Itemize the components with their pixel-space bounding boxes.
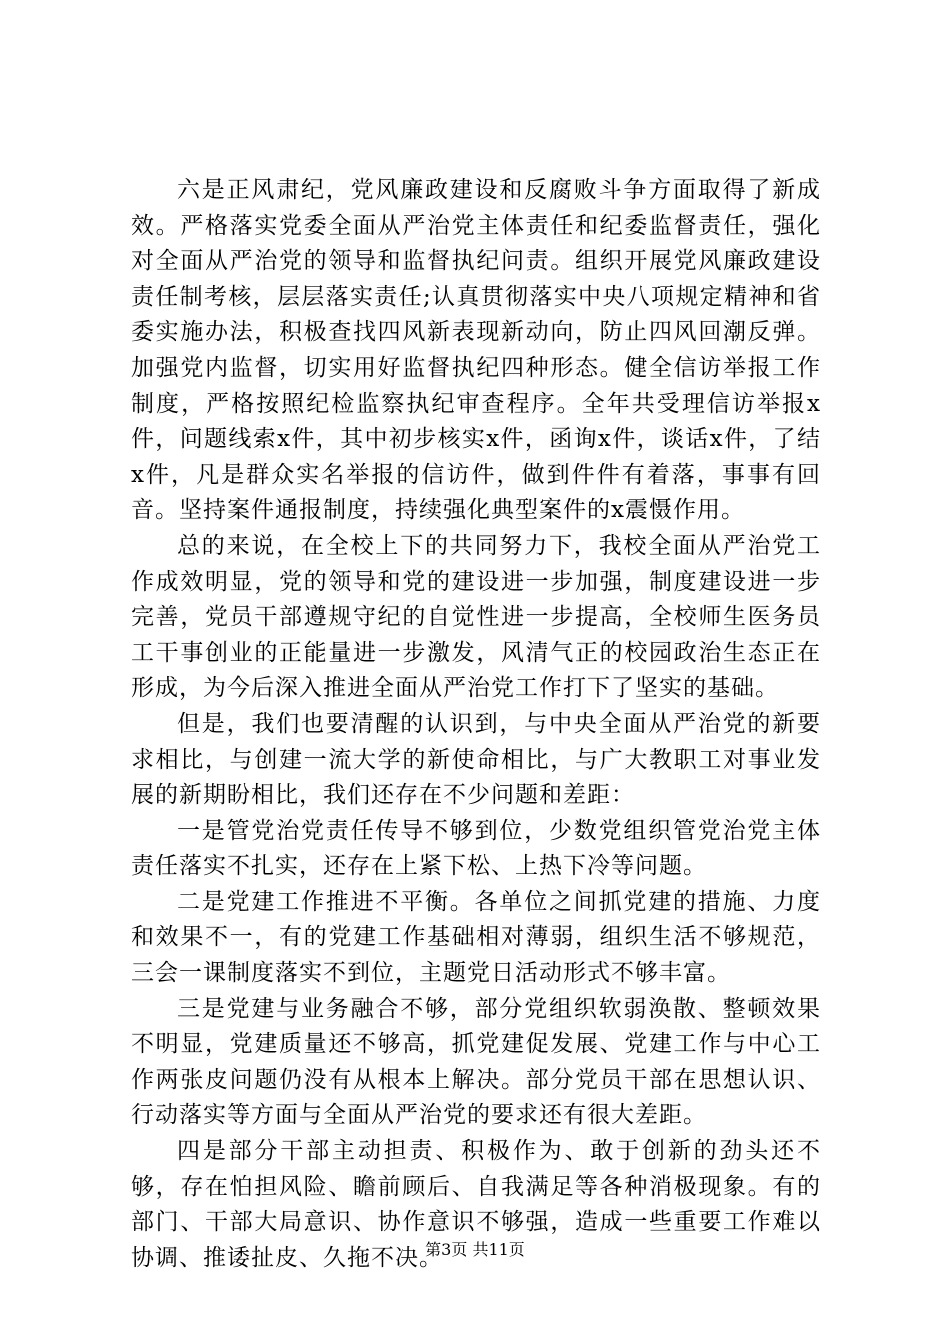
paragraph-problem-3: 三是党建与业务融合不够，部分党组织软弱涣散、整顿效果不明显，党建质量还不够高，抓党建促发展、党建工作与中心工作两张皮问题仍没有从根本上解决。部分党员干部在思想认识、行动落实等方面与全面从严治党的要求还有很大差距。 [131,995,821,1129]
paragraph-problem-2: 二是党建工作推进不平衡。各单位之间抓党建的措施、力度和效果不一，有的党建工作基础相对薄弱，组织生活不够规范，三会一课制度落实不到位，主题党日活动形式不够丰富。 [131,888,821,987]
paragraph-summary: 总的来说，在全校上下的共同努力下，我校全面从严治党工作成效明显，党的领导和党的建设进一步加强，制度建设进一步完善，党员干部遵规守纪的自觉性进一步提高，全校师生医务员工干事创业的正能量进一步激发，风清气正的校园政治生态正在形成，为今后深入推进全面从严治党工作打下了坚实的基础。 [131,532,821,702]
page-number-footer: 第3页 共11页 [425,1240,525,1259]
paragraph-discipline: 六是正风肃纪，党风廉政建设和反腐败斗争方面取得了新成效。严格落实党委全面从严治党主体责任和纪委监督责任，强化对全面从严治党的领导和监督执纪问责。组织开展党风廉政建设责任制考核，层层落实责任;认真贯彻落实中央八项规定精神和省委实施办法，积极查找四风新表现新动向，防止四风回潮反弹。加强党内监督，切实用好监督执纪四种形态。健全信访举报工作制度，严格按照纪检监察执纪审查程序。全年共受理信访举报x件，问题线索x件，其中初步核实x件，函询x件，谈话x件，了结x件，凡是群众实名举报的信访件，做到件件有着落，事事有回音。坚持案件通报制度，持续强化典型案件的x震慑作用。 [131,177,821,524]
document-body [131,173,821,1276]
paragraph-problem-1: 一是管党治党责任传导不够到位，少数党组织管党治党主体责任落实不扎实，还存在上紧下松、上热下冷等问题。 [131,817,821,880]
paragraph-problem-4: 四是部分干部主动担责、积极作为、敢于创新的劲头还不够，存在怕担风险、瞻前顾后、自我满足等各种消极现象。有的部门、干部大局意识、协作意识不够强，造成一些重要工作难以协调、推诿扯皮、久拖不决。 [131,1138,821,1271]
paragraph-problems-intro: 但是，我们也要清醒的认识到，与中央全面从严治党的新要求相比，与创建一流大学的新使命相比，与广大教职工对事业发展的新期盼相比，我们还存在不少问题和差距： [131,710,821,809]
